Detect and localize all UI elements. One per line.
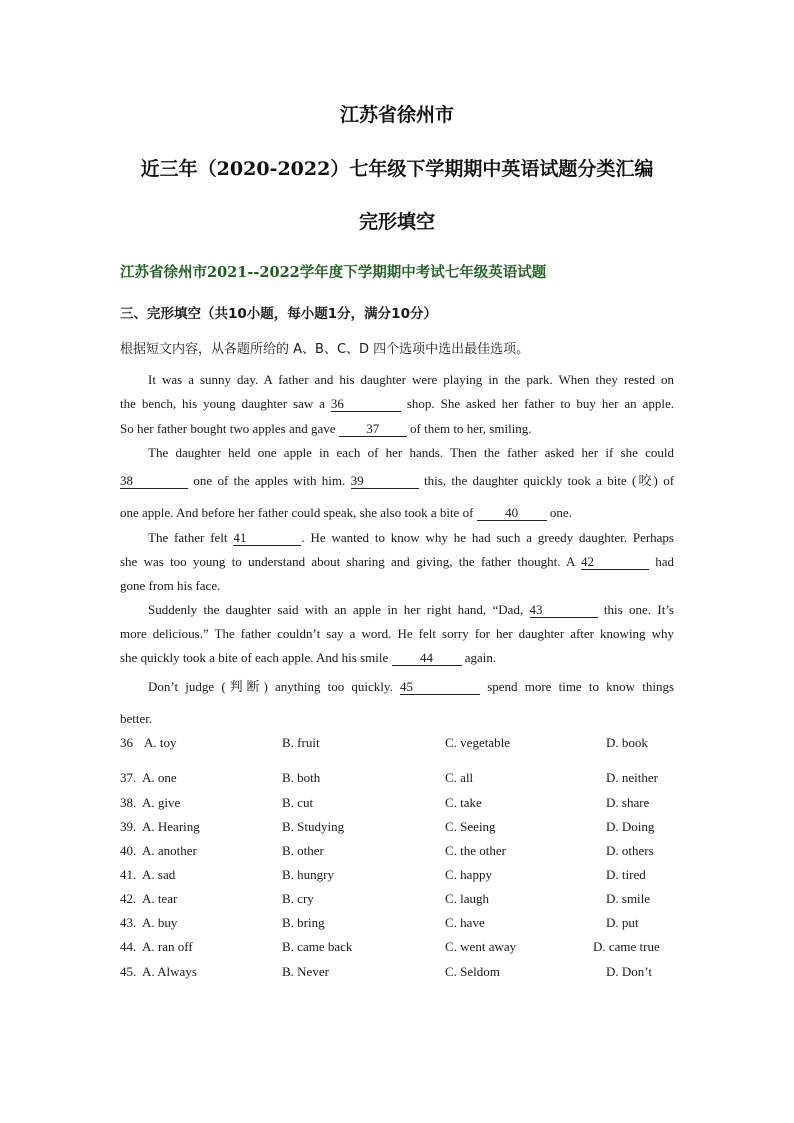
- option-number: 42.: [120, 891, 137, 906]
- option-b: B. bring: [282, 915, 325, 930]
- instruction-text: 根据短文内容，从各题所给的 A、B、C、D 四个选项中选出最佳选项。: [120, 342, 530, 357]
- option-c: C. went away: [445, 939, 517, 954]
- option-c: C. all: [445, 770, 474, 785]
- passage-line: the bench, his young daughter saw a 36 shop. She asked her father to buy her an apple.: [120, 396, 675, 411]
- passage-line: The daughter held one apple in each of her hands. Then the father asked her if she could: [148, 445, 674, 460]
- option-number: 45.: [120, 964, 137, 979]
- exam-source-heading: 江苏省徐州市2021--2022学年度下学期期中考试七年级英语试题: [120, 264, 547, 281]
- option-c: C. Seldom: [445, 964, 500, 979]
- option-d: D. Don’t: [606, 964, 652, 979]
- option-number: 41.: [120, 867, 137, 882]
- passage-line: one apple. And before her father could speak, she also took a bite of 40 one.: [120, 505, 572, 520]
- option-a: A. one: [142, 770, 177, 785]
- option-b: B. cry: [282, 891, 314, 906]
- option-a: A. another: [142, 843, 197, 858]
- blank-38: 38: [120, 474, 188, 489]
- option-b: B. cut: [282, 795, 314, 810]
- option-number: 40.: [120, 843, 137, 858]
- passage-line: more delicious.” The father couldn’t say a word. He felt sorry for her daughter after knowing why: [120, 626, 674, 641]
- option-a: A. buy: [142, 915, 178, 930]
- passage-line: better.: [120, 711, 153, 726]
- option-a: A. ran off: [142, 939, 193, 954]
- title-topic: 完形填空: [358, 211, 435, 233]
- option-number: 44.: [120, 939, 137, 954]
- option-number: 36: [120, 735, 133, 750]
- blank-41: 41: [233, 531, 301, 546]
- passage-line: It was a sunny day. A father and his daughter were playing in the park. When they rested on: [148, 372, 674, 387]
- option-a: A. Always: [142, 964, 197, 979]
- blank-43: 43: [530, 603, 598, 618]
- blank-37: 37: [339, 422, 407, 437]
- option-d: D. tired: [606, 867, 646, 882]
- option-d: D. neither: [606, 770, 658, 785]
- option-d: D. share: [606, 795, 650, 810]
- passage-line: she quickly took a bite of each apple. And his smile 44 again.: [120, 650, 497, 665]
- blank-40: 40: [477, 506, 547, 521]
- section-heading: 三、完形填空（共10小题，每小题1分，满分10分）: [120, 306, 437, 322]
- option-d: D. smile: [606, 891, 651, 906]
- option-d: D. others: [606, 843, 654, 858]
- blank-45: 45: [400, 680, 480, 695]
- passage-line: gone from his face.: [120, 578, 221, 593]
- option-b: B. Studying: [282, 819, 345, 834]
- passage-line: So her father bought two apples and gave 37 of them to her, smiling.: [120, 421, 532, 436]
- blank-44: 44: [392, 651, 462, 666]
- passage-line: Don’t judge (判断) anything too quickly. 45 spend more time to know things: [148, 679, 675, 694]
- passage-line: 38 one of the apples with him. 39 this, the daughter quickly took a bite (咬) of: [120, 473, 675, 488]
- option-number: 37.: [120, 770, 137, 785]
- title-main: 近三年（2020-2022）七年级下学期期中英语试题分类汇编: [140, 158, 654, 180]
- option-c: C. take: [445, 795, 482, 810]
- option-b: B. Never: [282, 964, 329, 979]
- option-b: B. both: [282, 770, 321, 785]
- passage-line: Suddenly the daughter said with an apple in her right hand, “Dad, 43 this one. It’s: [148, 602, 674, 617]
- option-c: C. the other: [445, 843, 507, 858]
- option-a: A. sad: [142, 867, 176, 882]
- option-b: B. came back: [282, 939, 353, 954]
- blank-36: 36: [331, 397, 401, 412]
- option-a: A. Hearing: [142, 819, 200, 834]
- option-a: A. tear: [142, 891, 178, 906]
- blank-39: 39: [351, 474, 419, 489]
- blank-42: 42: [581, 555, 649, 570]
- option-b: B. hungry: [282, 867, 334, 882]
- option-b: B. fruit: [282, 735, 320, 750]
- option-a: A. toy: [144, 735, 177, 750]
- option-d: D. book: [606, 735, 648, 750]
- option-d: D. put: [606, 915, 639, 930]
- option-d: D. came true: [593, 939, 660, 954]
- option-d: D. Doing: [606, 819, 655, 834]
- option-number: 38.: [120, 795, 137, 810]
- option-number: 43.: [120, 915, 137, 930]
- option-c: C. laugh: [445, 891, 490, 906]
- option-c: C. Seeing: [445, 819, 496, 834]
- option-c: C. have: [445, 915, 485, 930]
- option-a: A. give: [142, 795, 181, 810]
- option-b: B. other: [282, 843, 324, 858]
- passage-line: she was too young to understand about sharing and giving, the father thought. A 42 had: [120, 554, 675, 569]
- option-c: C. happy: [445, 867, 492, 882]
- option-c: C. vegetable: [445, 735, 510, 750]
- passage-line: The father felt 41 . He wanted to know why he had such a greedy daughter. Perhaps: [148, 530, 674, 545]
- option-number: 39.: [120, 819, 137, 834]
- title-region: 江苏省徐州市: [339, 104, 454, 126]
